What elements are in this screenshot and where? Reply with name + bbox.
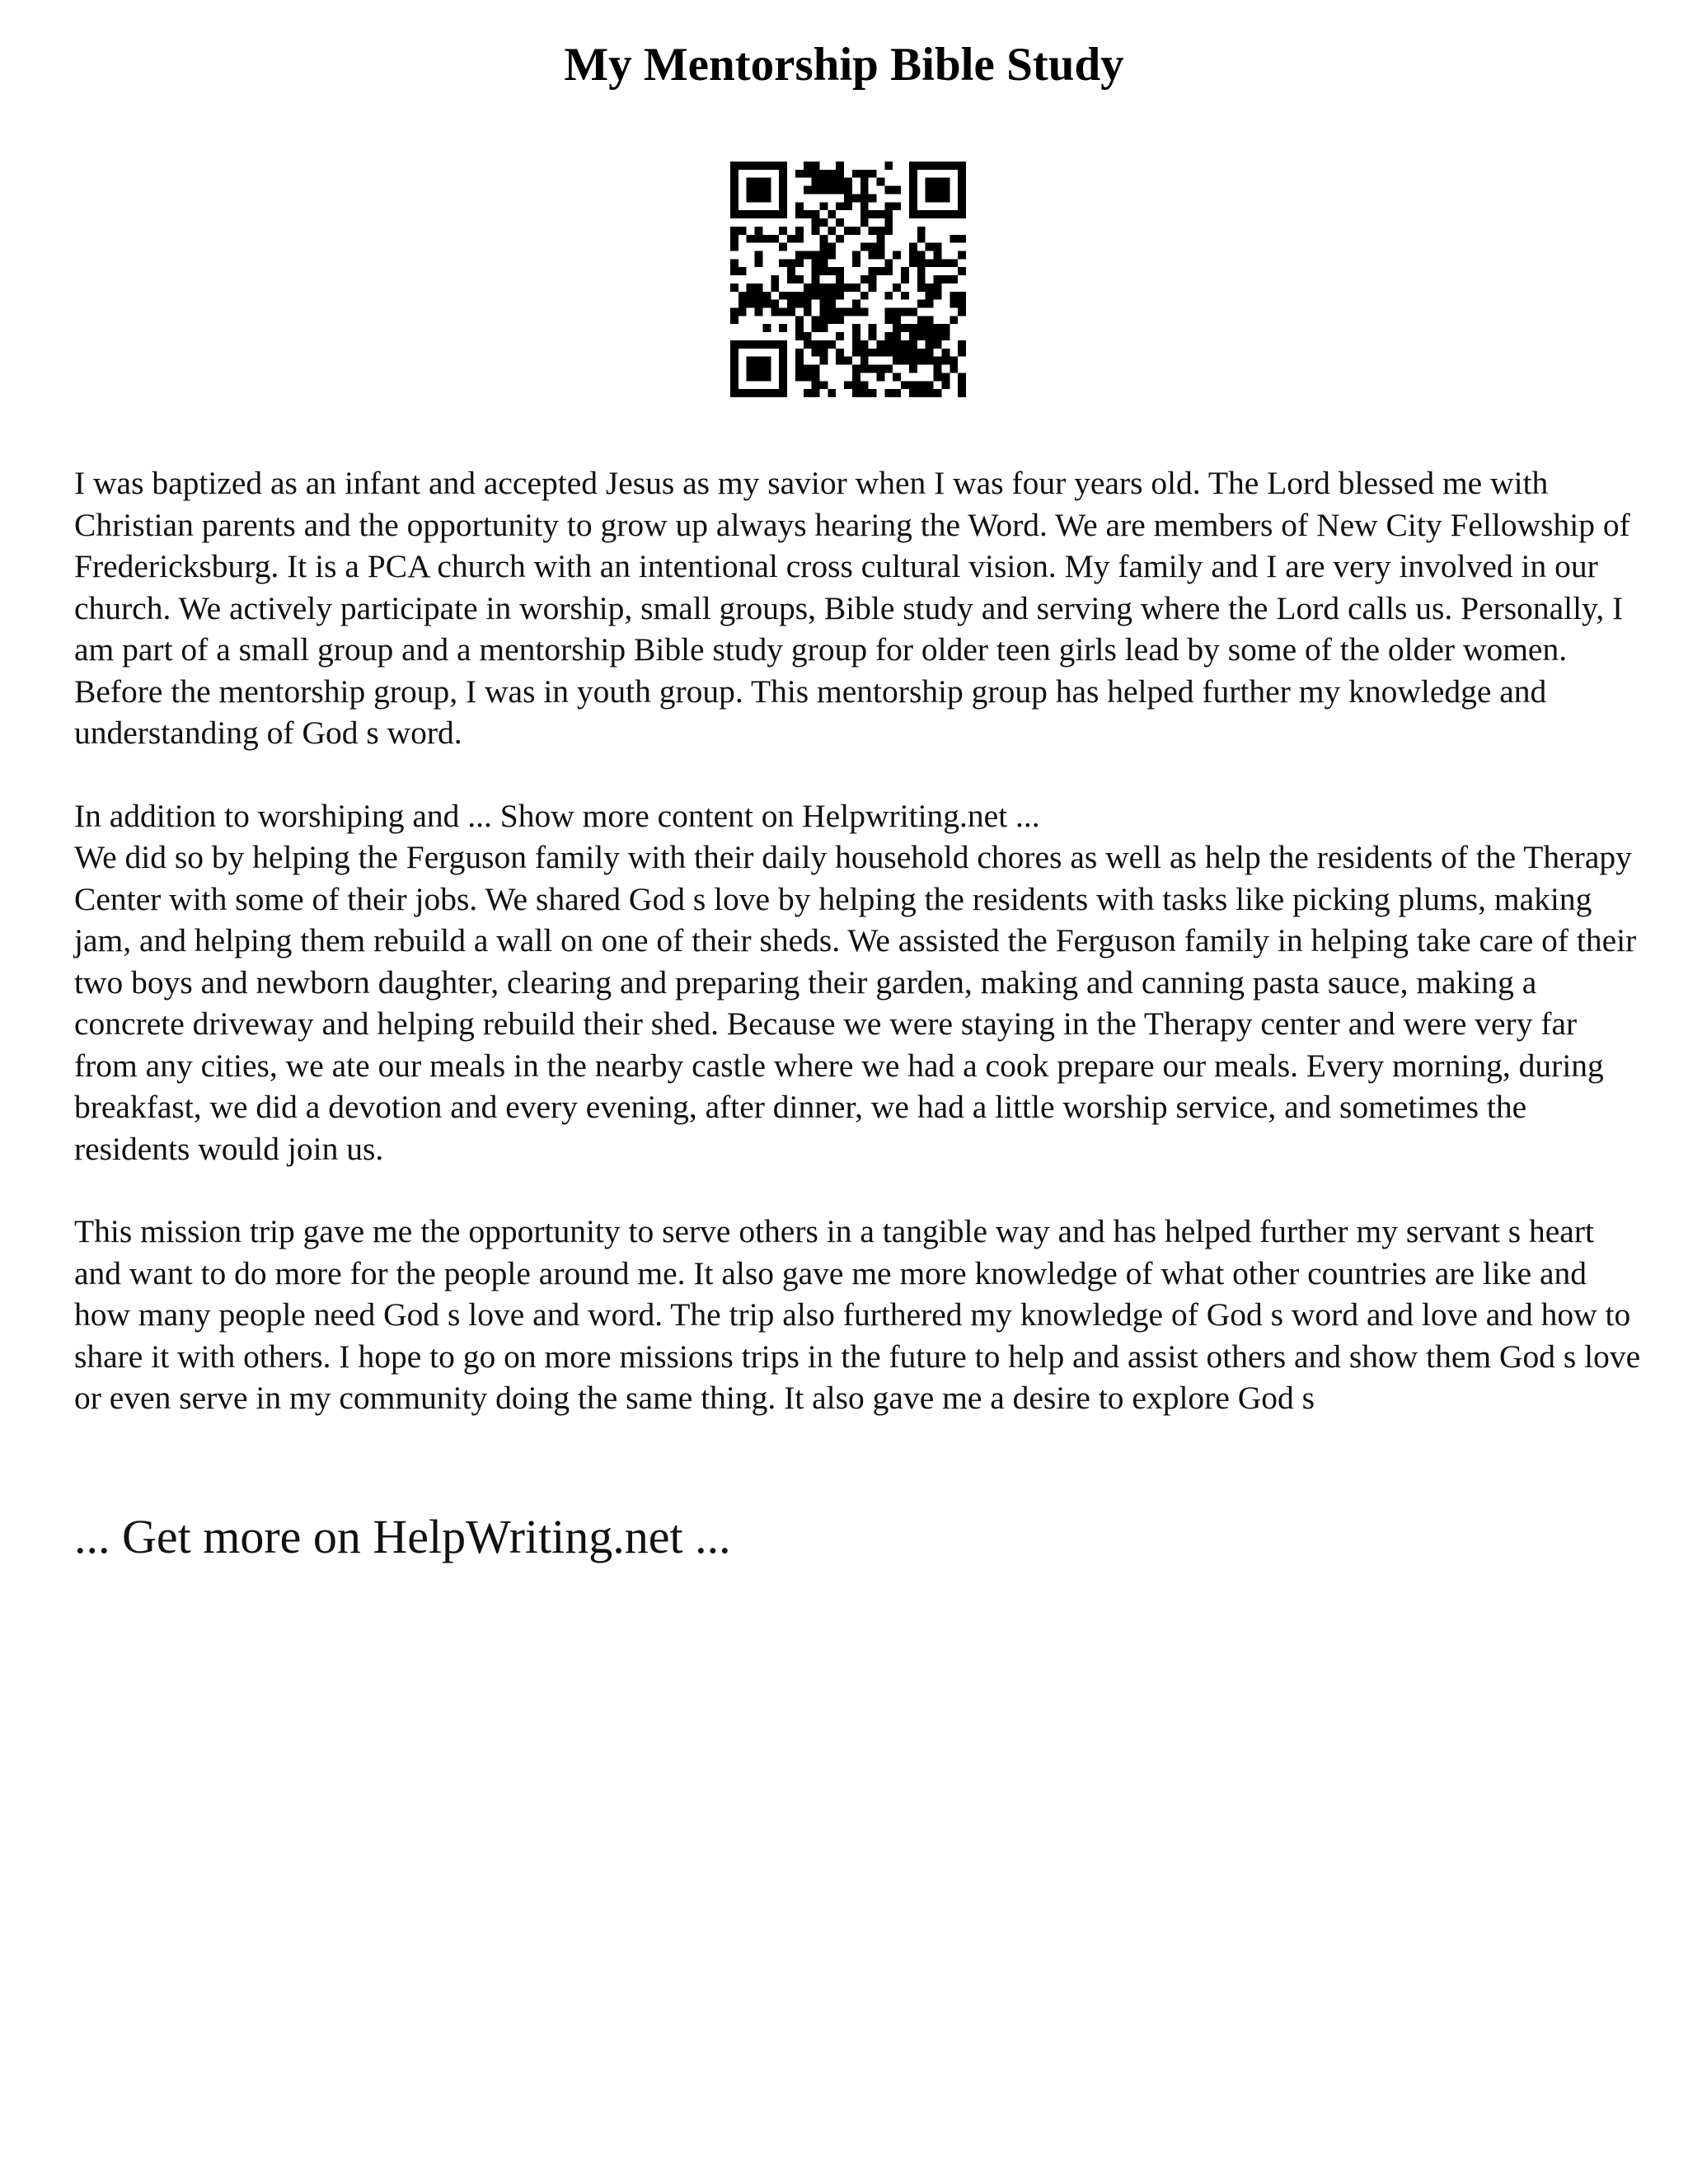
paragraph-gap [74, 1169, 1644, 1211]
paragraph-baptism: I was baptized as an infant and accepted Jesus as my savior when I was four years old. The Lord blessed me with Christian parents and the opportunity to grow up always hearing the Word. We are members of New City Fellowship of Fredericksburg. It is a PCA church with an intentional cross cultural vision. My family and I are very involved in our church. We actively participate in worship, small groups, Bible study and serving where the Lord calls us. Personally, I am part of a small group and a mentorship Bible study group for older teen girls lead by some of the older women. Before the mentorship group, I was in youth group. This mentorship group has helped further my knowledge and understanding of God s word. [74, 465, 1630, 751]
essay-body [74, 462, 1644, 1419]
qr-code-icon[interactable] [730, 162, 966, 397]
get-more-link[interactable]: ... Get more on HelpWriting.net ... [74, 1510, 731, 1563]
paragraph-reflection: This mission trip gave me the opportunity to serve others in a tangible way and has helped further my servant s heart and want to do more for the people around me. It also gave me more knowledge of what other countries are like and how many people need God s love and word. The trip also furthered my knowledge of God s word and love and how to share it with others. I hope to go on more missions trips in the future to help and assist others and show them God s love or even serve in my community doing the same thing. It also gave me a desire to explore God s [74, 1213, 1641, 1416]
paragraph-show-more: In addition to worshiping and ... Show more content on Helpwriting.net ... [74, 797, 1040, 834]
paragraph-mission-trip: We did so by helping the Ferguson family with their daily household chores as well as help the residents of the Therapy Center with some of their jobs. We shared God s love by helping the residents with tasks like picking plums, making jam, and helping them rebuild a wall on one of their sheds. We assisted the Ferguson family in helping take care of their two boys and newborn daughter, clearing and preparing their garden, making and canning pasta sauce, making a concrete driveway and helping rebuild their shed. Because we were staying in the Therapy center and were very far from any cities, we ate our meals in the nearby castle where we had a cook prepare our meals. Every morning, during breakfast, we did a devotion and every evening, after dinner, we had a little worship service, and sometimes the residents would join us. [74, 839, 1637, 1167]
page-title: My Mentorship Bible Study [564, 39, 1124, 91]
qr-code-graphic [730, 162, 966, 397]
paragraph-gap [74, 754, 1644, 795]
